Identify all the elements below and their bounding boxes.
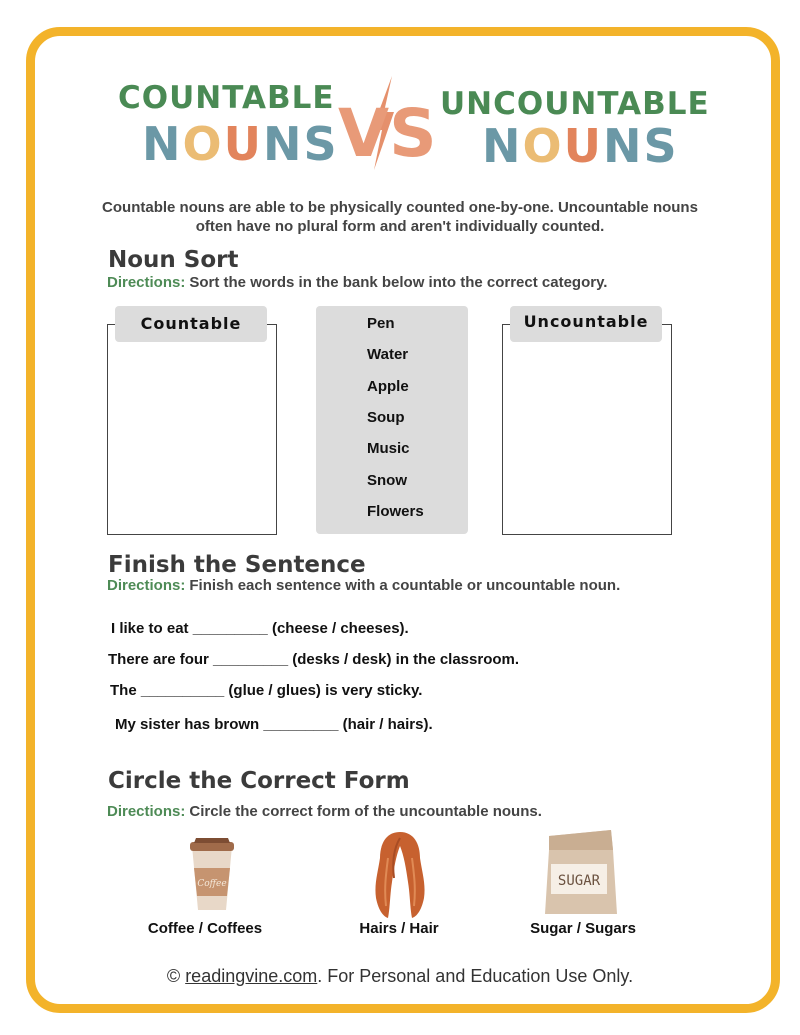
title-nouns-left	[142, 117, 339, 171]
uncountable-box[interactable]	[502, 324, 672, 535]
sugar-bag-text: SUGAR	[557, 873, 601, 889]
circle-form-heading: Circle the Correct Form	[108, 768, 410, 794]
title-letter: O	[182, 117, 224, 171]
directions-text: Sort the words in the bank below into the correct category.	[189, 274, 608, 291]
uncountable-tab: Uncountable	[510, 306, 662, 342]
sentence-1[interactable]: I like to eat _________ (cheese / cheeses).	[111, 620, 409, 637]
title-letter: N	[262, 117, 304, 171]
noun-sort-heading: Noun Sort	[108, 247, 239, 273]
sentence-3[interactable]: The __________ (glue / glues) is very sticky.	[110, 682, 423, 699]
sentence-2[interactable]: There are four _________ (desks / desk) in the classroom.	[108, 651, 520, 668]
title-letter: N	[482, 119, 523, 173]
word-bank-item: Apple	[367, 378, 409, 395]
caption-hair[interactable]: Hairs / Hair	[359, 920, 439, 937]
coffee-cup-text: Coffee	[197, 879, 227, 889]
title-letter: S	[303, 117, 339, 171]
vs-text: VS	[338, 95, 437, 172]
title-countable: COUNTABLE	[118, 80, 335, 116]
directions-text: Circle the correct form of the uncountable nouns.	[189, 803, 542, 820]
title-nouns-right	[482, 119, 679, 173]
word-bank	[316, 306, 468, 534]
caption-coffee[interactable]: Coffee / Coffees	[147, 920, 263, 937]
copyright-symbol: ©	[166, 966, 181, 986]
word-bank-item: Snow	[367, 472, 407, 489]
title-letter: S	[643, 119, 679, 173]
word-bank-item: Water	[367, 346, 409, 363]
title-letter: N	[602, 119, 644, 173]
title-uncountable: UNCOUNTABLE	[440, 86, 710, 122]
title-letter: N	[142, 117, 183, 171]
title-letter: O	[522, 119, 564, 173]
finish-sentence-heading: Finish the Sentence	[108, 552, 366, 578]
finish-sentence-directions	[107, 577, 620, 594]
word-bank-item: Pen	[367, 315, 395, 332]
coffee-cup-icon	[184, 834, 240, 912]
hair-icon	[368, 828, 432, 920]
vs-graphic	[336, 72, 440, 172]
directions-label: Directions:	[107, 274, 186, 291]
countable-tab: Countable	[115, 306, 267, 342]
title-letter: U	[563, 119, 603, 173]
footer-link[interactable]: readingvine.com	[185, 966, 318, 986]
sugar-bag-icon	[541, 826, 619, 918]
footer	[0, 966, 800, 987]
intro-text: Countable nouns are able to be physically counted one-by-one. Uncountable nouns often have no plural form and aren't individually counted.	[102, 199, 698, 235]
circle-form-directions	[107, 803, 542, 820]
noun-sort-directions	[107, 274, 607, 291]
sentence-4[interactable]: My sister has brown _________ (hair / hairs).	[115, 716, 433, 733]
title-nouns-right-letters	[482, 119, 679, 173]
directions-text: Finish each sentence with a countable or uncountable noun.	[189, 577, 621, 594]
directions-label: Directions:	[107, 577, 186, 594]
directions-label: Directions:	[107, 803, 186, 820]
word-bank-item: Flowers	[367, 503, 424, 520]
title-nouns-left-letters	[142, 117, 339, 171]
footer-text: . For Personal and Education Use Only.	[317, 966, 634, 986]
title-letter: U	[223, 117, 263, 171]
countable-box[interactable]	[107, 324, 277, 535]
word-bank-item: Soup	[367, 409, 405, 426]
caption-sugar[interactable]: Sugar / Sugars	[530, 920, 636, 937]
word-bank-item: Music	[367, 440, 410, 457]
